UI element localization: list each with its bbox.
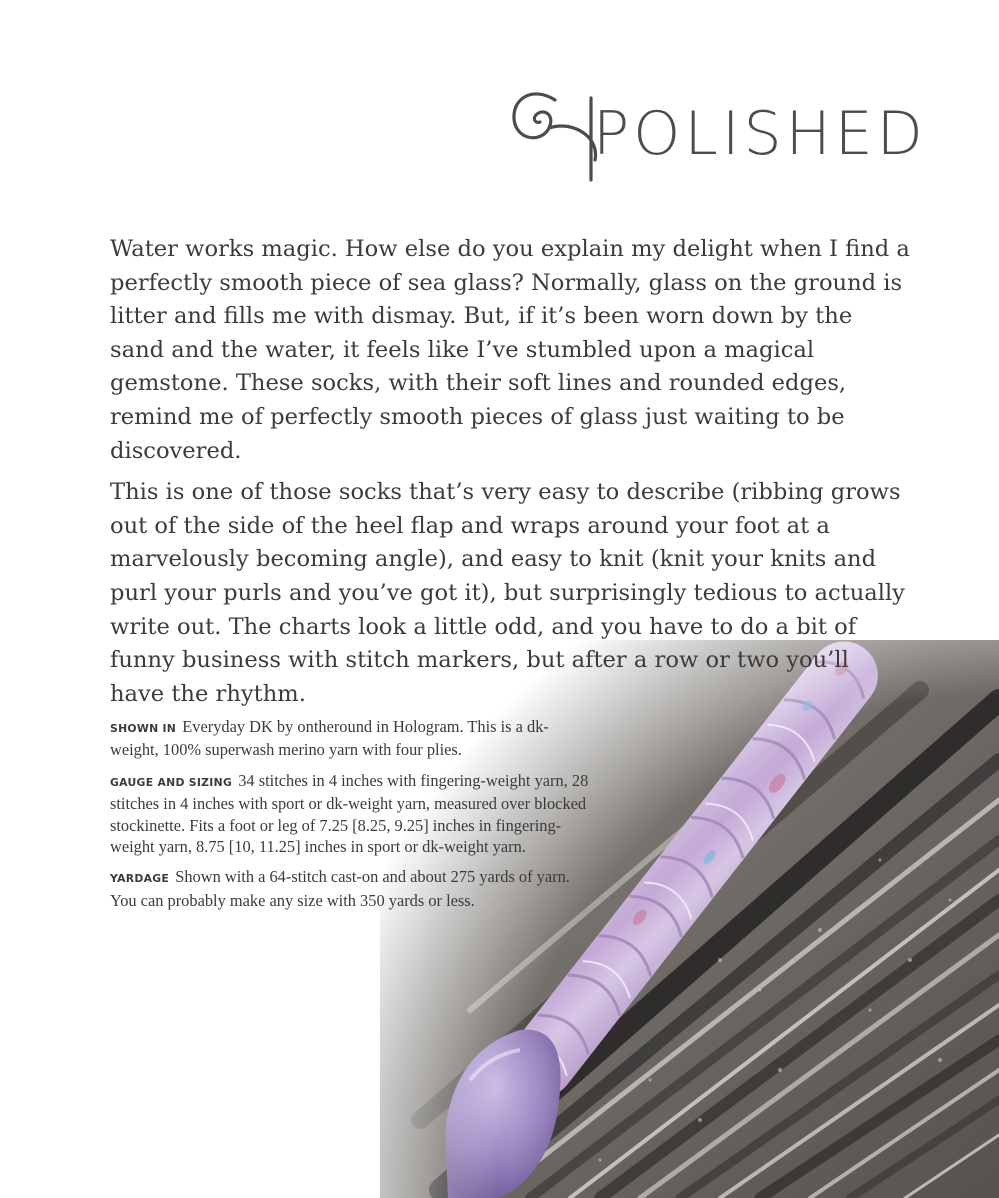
- intro-text: [110, 233, 910, 719]
- intro-paragraph-1: Water works magic. How else do you explain my delight when I find a perfectly smooth piece of sea glass? Normally, glass on the ground is litter and fills me with dismay. But, if it’s been worn down by the sand and the water, it feels like I’ve stumbled upon a magical gemstone. These socks, with their soft lines and rounded edges, remind me of perfectly smooth pieces of glass just waiting to be discovered.: [110, 236, 910, 464]
- spec-yardage: [110, 866, 590, 911]
- spec-shown-in-label: SHOWN IN: [110, 722, 177, 735]
- spec-yardage-text: Shown with a 64-stitch cast-on and about 275 yards of yarn. You can probably make any size with 350 yards or less.: [110, 867, 570, 910]
- pattern-specs: [110, 716, 590, 920]
- spec-shown-in: [110, 716, 590, 761]
- spec-gauge-label: GAUGE AND SIZING: [110, 775, 233, 789]
- chapter-title-block: [505, 62, 925, 192]
- spec-shown-in-text: Everyday DK by ontheround in Hologram. This is a dk-weight, 100% superwash merino yarn with four plies.: [110, 717, 549, 760]
- intro-paragraph-2: This is one of those socks that’s very easy to describe (ribbing grows out of the side of the heel flap and wraps around your foot at a marvelously becoming angle), and easy to knit (knit your knits and purl your purls and you’ve got it), but surprisingly tedious to actually write out. The charts look a little odd, and you have to do a bit of funny business with stitch markers, but after a row or two you’ll have the rhythm.: [110, 479, 905, 707]
- spec-yardage-label: YARDAGE: [110, 872, 170, 886]
- spec-gauge-text: 34 stitches in 4 inches with fingering-weight yarn, 28 stitches in 4 inches with sport or dk-weight yarn, measured over blocked stockinette. Fits a foot or leg of 7.25 [8.25, 9.25] inches in fingering-weight yarn, 8.75 [10, 11.25] inches in sport or dk-weight yarn.: [110, 770, 589, 857]
- spec-gauge: [110, 770, 590, 858]
- chapter-title: POLISHED: [593, 99, 927, 169]
